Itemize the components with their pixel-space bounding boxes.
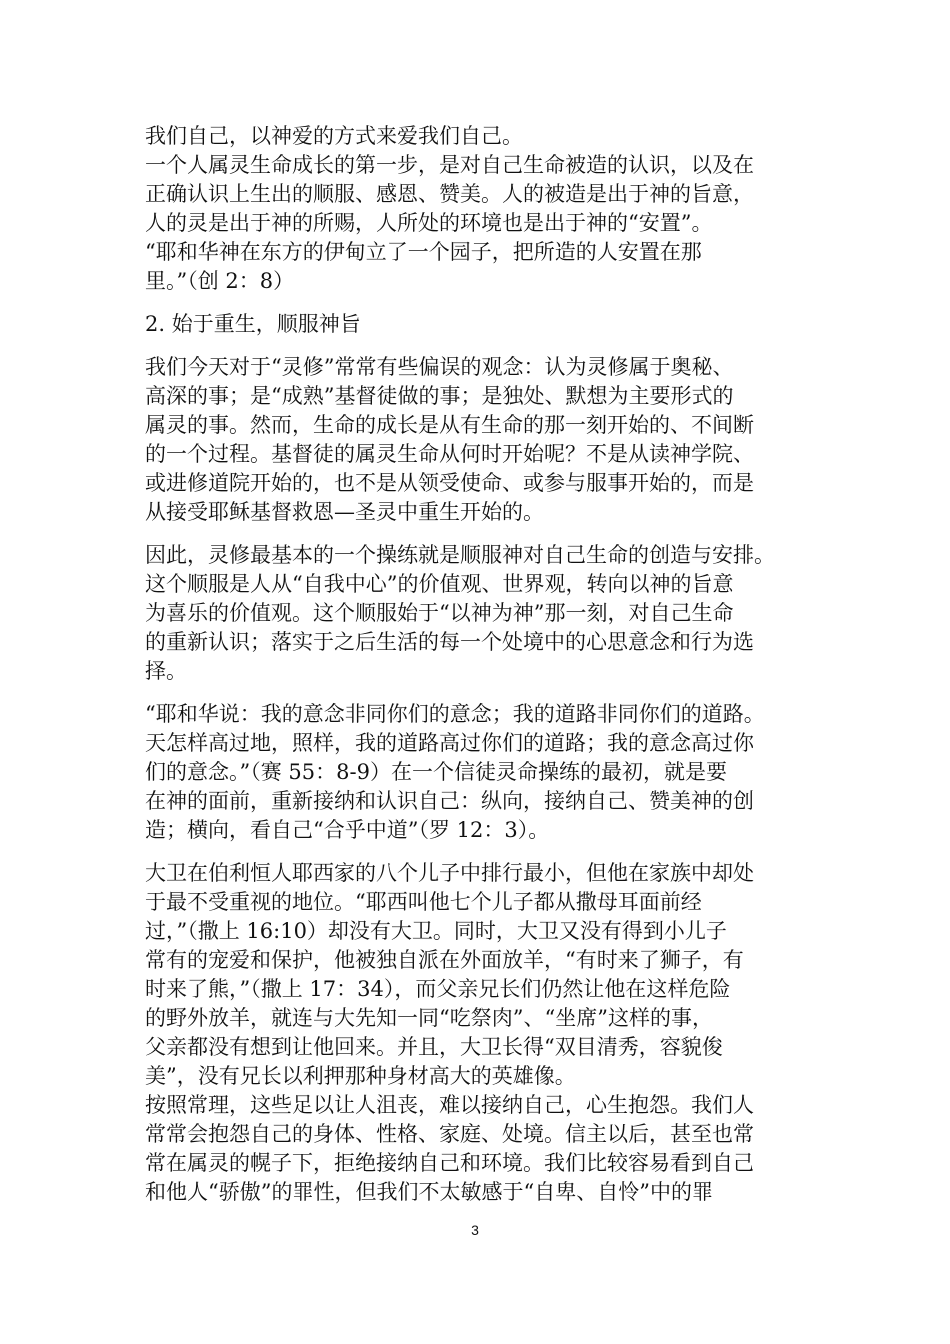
paragraph-spiritual-practice <box>145 353 805 527</box>
text-line: 常在属灵的幌子下，拒绝接纳自己和环境。我们比较容易看到自己 <box>145 1151 754 1175</box>
text-line: 大卫在伯利恒人耶西家的八个儿子中排行最小，但他在家族中却处 <box>145 861 754 885</box>
text-line: 按照常理，这些足以让人沮丧，难以接纳自己，心生抱怨。我们人 <box>145 1093 754 1117</box>
page-body <box>145 122 805 1207</box>
paragraph-isaiah-quote <box>145 700 805 845</box>
text-line: 和他人“骄傲”的罪性，但我们不太敏感于“自卑、自怜”中的罪 <box>145 1180 713 1204</box>
text-line: 造；横向，看自己“合乎中道”（罗 12：3）。 <box>145 818 550 842</box>
text-line: 常有的宠爱和保护，他被独自派在外面放羊，“有时来了狮子，有 <box>145 948 744 972</box>
page-number: 3 <box>471 1222 479 1238</box>
text-line: 常常会抱怨自己的身体、性格、家庭、处境。信主以后，甚至也常 <box>145 1122 754 1146</box>
text-line: “耶和华神在东方的伊甸立了一个园子，把所造的人安置在那 <box>145 240 702 264</box>
text-line: 从接受耶稣基督救恩—圣灵中重生开始的。 <box>145 500 544 524</box>
text-line: 里。”（创 2：8） <box>145 269 295 293</box>
text-line: 人的灵是出于神的所赐，人所处的环境也是出于神的“安置”。 <box>145 211 713 235</box>
text-line: 过，”（撒上 16:10）却没有大卫。同时，大卫又没有得到小儿子 <box>145 919 727 943</box>
text-line: 正确认识上生出的顺服、感恩、赞美。人的被造是出于神的旨意， <box>145 182 754 206</box>
text-line: 我们自己，以神爱的方式来爱我们自己。 <box>145 124 523 148</box>
text-line: 的重新认识；落实于之后生活的每一个处境中的心思意念和行为选 <box>145 630 754 654</box>
text-line: 美”，没有兄长以利押那种身材高大的英雄像。 <box>145 1064 576 1088</box>
paragraph-intro <box>145 122 805 151</box>
text-line: 我们今天对于“灵修”常常有些偏误的观念：认为灵修属于奥秘、 <box>145 355 734 379</box>
text-line: 这个顺服是人从“自我中心”的价值观、世界观，转向以神的旨意 <box>145 572 734 596</box>
text-line: 择。 <box>145 659 187 683</box>
text-line: “耶和华说：我的意念非同你们的意念；我的道路非同你们的道路。 <box>145 702 765 726</box>
text-line: 的野外放羊，就连与大先知一同“吃祭肉”、“坐席”这样的事， <box>145 1006 713 1030</box>
text-line: 于最不受重视的地位。“耶西叫他七个儿子都从撒母耳面前经 <box>145 890 702 914</box>
text-line: 高深的事；是“成熟”基督徒做的事；是独处、默想为主要形式的 <box>145 384 734 408</box>
text-line: 的一个过程。基督徒的属灵生命从何时开始呢？不是从读神学院、 <box>145 442 754 466</box>
paragraph-complaint <box>145 1091 805 1207</box>
section-heading <box>145 310 805 339</box>
text-line: 天怎样高过地，照样，我的道路高过你们的道路；我的意念高过你 <box>145 731 754 755</box>
text-line: 或进修道院开始的，也不是从领受使命、或参与服事开始的，而是 <box>145 471 754 495</box>
text-line: 父亲都没有想到让他回来。并且，大卫长得“双目清秀，容貌俊 <box>145 1035 723 1059</box>
paragraph-obedience <box>145 541 805 686</box>
paragraph-first-step <box>145 151 805 296</box>
heading-text: 2. 始于重生，顺服神旨 <box>145 312 361 336</box>
text-line: 为喜乐的价值观。这个顺服始于“以神为神”那一刻，对自己生命 <box>145 601 734 625</box>
text-line: 时来了熊，”（撒上 17：34），而父亲兄长们仍然让他在这样危险 <box>145 977 731 1001</box>
text-line: 属灵的事。然而，生命的成长是从有生命的那一刻开始的、不间断 <box>145 413 754 437</box>
text-line: 在神的面前，重新接纳和认识自己：纵向，接纳自己、赞美神的创 <box>145 789 754 813</box>
paragraph-david <box>145 859 805 1091</box>
text-line: 一个人属灵生命成长的第一步，是对自己生命被造的认识，以及在 <box>145 153 754 177</box>
text-line: 因此，灵修最基本的一个操练就是顺服神对自己生命的创造与安排。 <box>145 543 775 567</box>
text-line: 们的意念。”（赛 55：8-9）在一个信徒灵命操练的最初，就是要 <box>145 760 727 784</box>
